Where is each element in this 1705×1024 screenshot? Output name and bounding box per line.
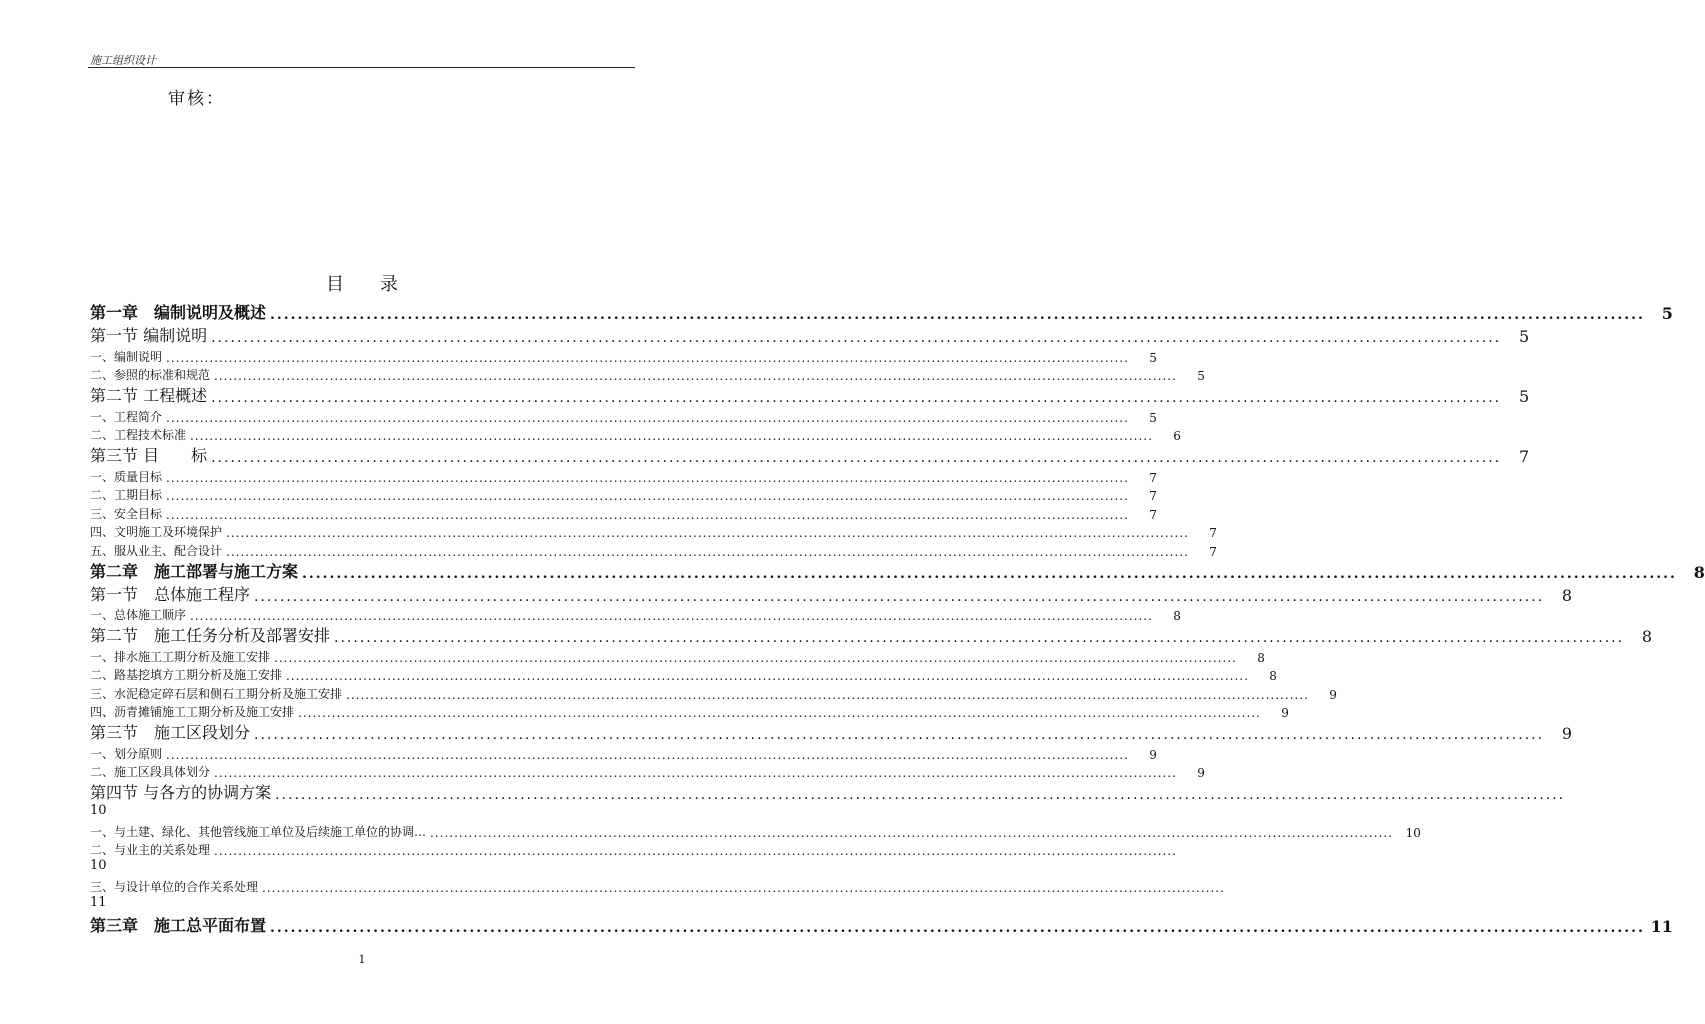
- toc-entry-page: 7: [1209, 526, 1217, 540]
- toc-entry-label: 第一章 编制说明及概述: [90, 303, 267, 322]
- toc-entry-label: 五、服从业主、配合设计: [90, 543, 223, 558]
- toc-entry-item[interactable]: [90, 821, 1421, 840]
- toc-entry-page: 9: [1281, 706, 1289, 720]
- toc-entry-page: 5: [1661, 304, 1673, 323]
- toc-entry-wrapped-page: 10: [90, 858, 107, 873]
- toc-entry-page: 5: [1197, 369, 1205, 383]
- toc-entry-label: 三、水泥稳定碎石层和侧石工期分析及施工安排: [90, 686, 343, 701]
- toc-entry-label: 一、工程简介: [90, 409, 163, 424]
- toc-leader-dots: ........................................................................................................................................................................................................: [226, 544, 1189, 559]
- toc-leader-dots: ........................................................................................................................................................................................................: [190, 609, 1153, 623]
- toc-entry-item[interactable]: [90, 406, 1157, 425]
- toc-leader-dots: ........................................................................................................................................................................................................: [214, 844, 1177, 858]
- toc-entry-item[interactable]: [90, 646, 1265, 665]
- toc-entry-item[interactable]: [90, 365, 1205, 384]
- toc-entry-label: 一、划分原则: [90, 746, 163, 761]
- toc-entry-label: 第三节 施工区段划分: [90, 723, 251, 742]
- toc-entry-page: 7: [1149, 489, 1157, 503]
- toc-leader-dots: ........................................................................................................................................................................................................: [166, 489, 1129, 503]
- toc-entry-label: 二、参照的标准和规范: [90, 368, 211, 382]
- toc-entry-item[interactable]: [90, 840, 1177, 859]
- toc-entry-section[interactable]: [90, 623, 1653, 646]
- toc-entry-page: 5: [1518, 327, 1530, 346]
- toc-entry-page: 7: [1149, 507, 1157, 522]
- toc-entry-item[interactable]: [90, 466, 1157, 485]
- toc-entry-label: 第二节 施工任务分析及部署安排: [90, 626, 331, 645]
- toc-entry-item[interactable]: [90, 346, 1157, 365]
- toc-entry-label: 三、安全目标: [90, 506, 163, 521]
- toc-leader-dots: ........................................................................................................................................................................................................: [214, 766, 1177, 780]
- toc-leader-dots: ........................................................................................................................................................................................................: [190, 429, 1153, 443]
- toc-entry-page: 6: [1173, 429, 1181, 443]
- toc-entry-page: 8: [1269, 669, 1277, 683]
- toc-leader-dots: ........................................................................................................................................................................................................: [274, 650, 1237, 665]
- toc-entry-page: 8: [1641, 627, 1653, 646]
- footer-page-number: 1: [358, 953, 366, 966]
- toc-leader-dots: ........................................................................................................................................................................................................: [166, 747, 1129, 762]
- toc-entry-page: 8: [1693, 562, 1705, 582]
- toc-entry-page: 7: [1149, 470, 1157, 485]
- toc-entry-chapter[interactable]: [90, 300, 1673, 323]
- toc-entry-section[interactable]: [90, 720, 1573, 743]
- toc-entry-label: 四、文明施工及环境保护: [90, 525, 223, 539]
- toc-entry-page: 8: [1561, 585, 1573, 605]
- toc-entry-item[interactable]: [90, 522, 1217, 541]
- toc-entry-page: 8: [1173, 609, 1181, 623]
- toc-leader-dots: ........................................................................................................................................................................................................: [254, 588, 1545, 605]
- toc-entry-label: 第二章 施工部署与施工方案: [90, 561, 299, 581]
- toc-leader-dots: ........................................................................................................................................................................................................: [262, 880, 1225, 895]
- toc-entry-label: 一、总体施工顺序: [90, 608, 187, 622]
- toc-entry-wrapped-page: 10: [90, 803, 107, 818]
- toc-leader-dots: ........................................................................................................................................................................................................: [166, 350, 1129, 365]
- toc-entry-page: 5: [1149, 350, 1157, 365]
- toc-entry-label: 一、排水施工工期分析及施工安排: [90, 649, 271, 664]
- toc-entry-label: 二、路基挖填方工期分析及施工安排: [90, 668, 283, 682]
- toc-entry-chapter[interactable]: [90, 913, 1673, 936]
- toc-entry-label: 一、质量目标: [90, 469, 163, 484]
- toc-title: 目录: [326, 274, 434, 295]
- toc-entry-label: 一、与土建、绿化、其他管线施工单位及后续施工单位的协调…: [90, 824, 427, 839]
- toc-entry-page: 9: [1149, 747, 1157, 762]
- toc-entry-section[interactable]: [90, 383, 1530, 406]
- toc-entry-section[interactable]: [90, 582, 1573, 605]
- toc-entry-item[interactable]: [90, 665, 1277, 684]
- toc-entry-page: 7: [1209, 544, 1217, 559]
- toc-entry-section[interactable]: [90, 323, 1530, 346]
- toc-leader-dots: ........................................................................................................................................................................................................: [166, 507, 1129, 522]
- table-of-contents: [90, 300, 1705, 936]
- toc-entry-item[interactable]: [90, 876, 1225, 895]
- toc-entry-item[interactable]: [90, 425, 1181, 444]
- toc-entry-page: 5: [1518, 387, 1530, 406]
- toc-entry-page: 7: [1518, 447, 1530, 466]
- toc-entry-label: 一、编制说明: [90, 349, 163, 364]
- toc-entry-label: 二、工期目标: [90, 488, 163, 502]
- review-label: 审核：: [168, 89, 225, 109]
- toc-entry-label: 二、工程技术标准: [90, 428, 187, 442]
- toc-entry-page: 9: [1329, 687, 1337, 702]
- toc-leader-dots: ........................................................................................................................................................................................................: [302, 565, 1677, 582]
- toc-entry-label: 第一节 编制说明: [90, 326, 208, 345]
- toc-leader-dots: ........................................................................................................................................................................................................: [211, 330, 1502, 346]
- toc-leader-dots: ........................................................................................................................................................................................................: [334, 630, 1625, 646]
- toc-leader-dots: ........................................................................................................................................................................................................: [254, 727, 1545, 743]
- toc-entry-item[interactable]: [90, 605, 1181, 624]
- toc-entry-label: 第一节 总体施工程序: [90, 584, 251, 604]
- toc-entry-section[interactable]: [90, 780, 1566, 803]
- page-header-title: 施工组织设计: [90, 54, 156, 67]
- toc-entry-page: 11: [1650, 916, 1673, 936]
- toc-leader-dots: ........................................................................................................................................................................................................: [275, 787, 1566, 803]
- toc-leader-dots: ........................................................................................................................................................................................................: [286, 669, 1249, 683]
- toc-entry-label: 二、与业主的关系处理: [90, 843, 211, 857]
- toc-entry-label: 第二节 工程概述: [90, 386, 208, 405]
- toc-leader-dots: ........................................................................................................................................................................................................: [346, 687, 1309, 702]
- toc-leader-dots: ........................................................................................................................................................................................................: [166, 410, 1129, 425]
- toc-leader-dots: ........................................................................................................................................................................................................: [166, 470, 1129, 485]
- toc-entry-page: 9: [1197, 766, 1205, 780]
- toc-entry-item[interactable]: [90, 503, 1157, 522]
- toc-entry-section[interactable]: [90, 443, 1530, 466]
- toc-entry-label: 二、施工区段具体划分: [90, 765, 211, 779]
- toc-leader-dots: ........................................................................................................................................................................................................: [430, 825, 1393, 840]
- toc-entry-page: 9: [1561, 724, 1573, 743]
- toc-entry-wrapped-page: 11: [90, 894, 107, 910]
- toc-entry-item[interactable]: [90, 683, 1337, 702]
- header-rule: [88, 67, 635, 68]
- toc-leader-dots: ........................................................................................................................................................................................................: [270, 919, 1645, 936]
- toc-entry-item[interactable]: [90, 702, 1289, 721]
- toc-entry-label: 第四节 与各方的协调方案: [90, 783, 272, 802]
- toc-entry-item[interactable]: [90, 762, 1205, 781]
- toc-entry-item[interactable]: [90, 540, 1217, 559]
- toc-leader-dots: ........................................................................................................................................................................................................: [211, 390, 1502, 406]
- toc-entry-page: 10: [1405, 825, 1421, 840]
- toc-leader-dots: ........................................................................................................................................................................................................: [211, 450, 1502, 466]
- toc-entry-item[interactable]: [90, 485, 1157, 504]
- toc-leader-dots: ........................................................................................................................................................................................................: [298, 706, 1261, 720]
- toc-entry-item[interactable]: [90, 743, 1157, 762]
- toc-entry-label: 第三节 目 标: [90, 446, 208, 465]
- toc-entry-label: 第三章 施工总平面布置: [90, 915, 267, 935]
- toc-entry-page: 5: [1149, 410, 1157, 425]
- toc-leader-dots: ........................................................................................................................................................................................................: [226, 526, 1189, 540]
- toc-entry-label: 四、沥青摊铺施工工期分析及施工安排: [90, 705, 295, 719]
- toc-entry-page: 8: [1257, 650, 1265, 665]
- toc-leader-dots: ........................................................................................................................................................................................................: [270, 307, 1645, 323]
- toc-leader-dots: ........................................................................................................................................................................................................: [214, 369, 1177, 383]
- toc-entry-chapter[interactable]: [90, 559, 1705, 582]
- toc-entry-label: 三、与设计单位的合作关系处理: [90, 879, 259, 894]
